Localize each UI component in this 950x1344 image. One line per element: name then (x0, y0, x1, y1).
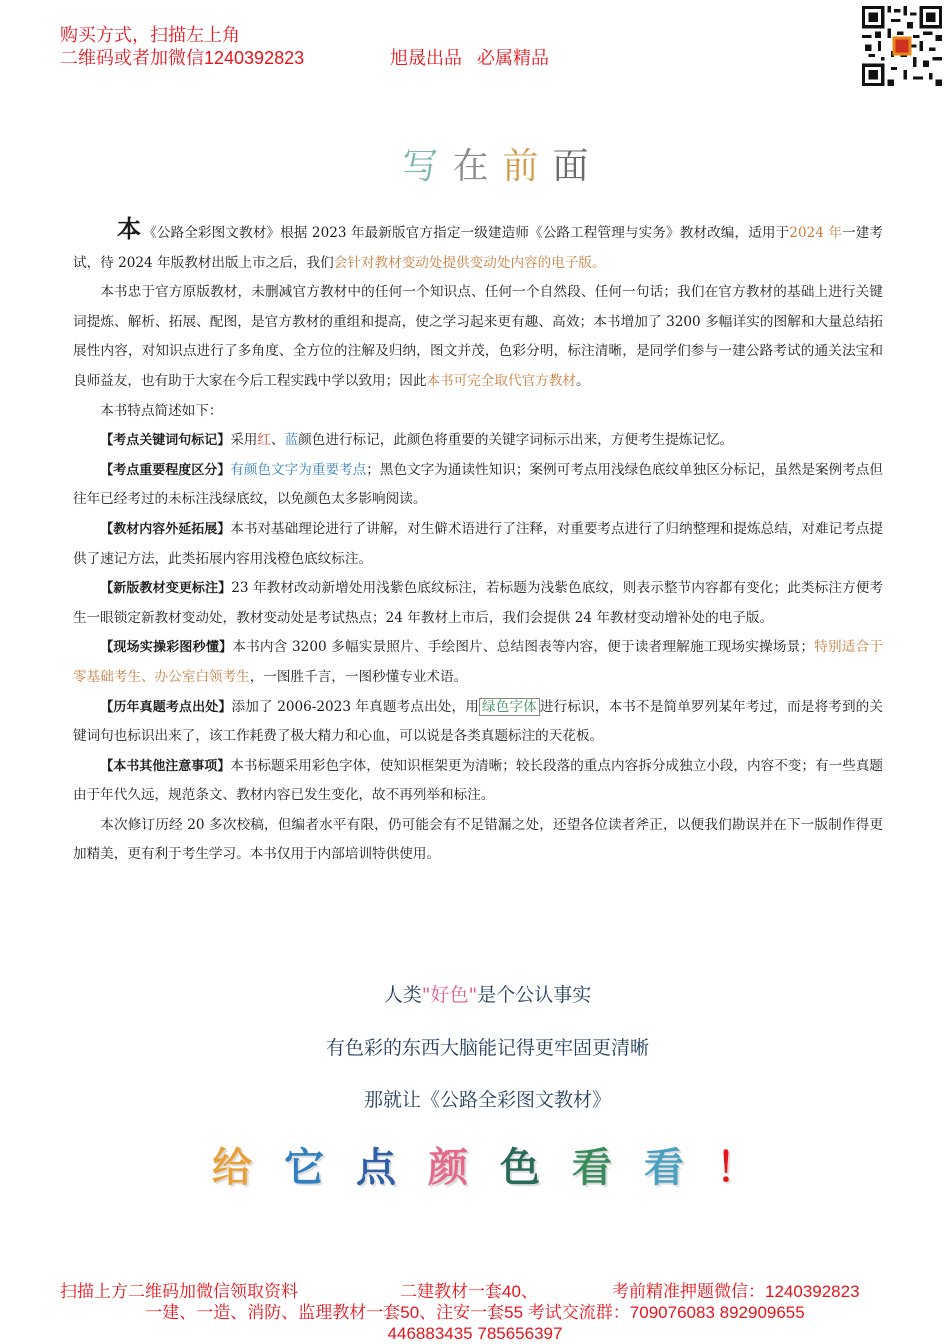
qr-code[interactable] (862, 6, 942, 86)
footer-groups: 一建、一造、消防、监理教材一套50、注安一套55 考试交流群：709076083 892909655 (145, 1303, 805, 1322)
page-title (0, 138, 950, 189)
feature-1-rest: 颜色进行标记，此颜色将重要的关键字词标示出来，方便考生提炼记忆。 (298, 432, 734, 449)
title-char-1: 写 (402, 146, 453, 187)
red-word: 红 (257, 432, 271, 449)
brand-tagline: 旭晟出品 必属精品 (390, 48, 550, 68)
features-intro: 本书特点简述如下： (100, 402, 223, 419)
feature-3-text: 本书对基础理论进行了讲解，对生僻术语进行了注释，对重要考点进行了归纳整理和提炼总结，对难记考点提供了速记方法，此类拓展内容用浅橙色底纹标注。 (73, 520, 883, 567)
slogan-1a: 人类 (383, 984, 422, 1006)
closing-paragraph: 本次修订历经 20 多次校稿，但编者水平有限，仍可能会有不足错漏之处，还望各位读者斧正，以便我们勘误并在下一版制作得更加精美，更有利于考生学习。本书仅用于内部培训特供使用。 (73, 816, 883, 863)
feature-2-text: ；黑色文字为通读性知识；案例可考点用浅绿色底纹单独区分标记，虽然是案例考点但往年已经考过的未标注浅绿底纹，以免颜色太多影响阅读。 (73, 461, 884, 508)
intro-text-cont: 一建考试，待 2024 年版教材出版上市之后，我们 (73, 225, 884, 271)
slogan-3: 那就让《公路全彩图文教材》 (363, 1089, 611, 1111)
title-char-3: 前 (502, 146, 553, 187)
big-char-1: 给 (212, 1145, 284, 1191)
green-font-sample: 绿色字体 (479, 698, 540, 716)
purchase-info-line2: 二维码或者加微信1240392823 (60, 48, 305, 68)
big-char-4: 颜 (428, 1145, 500, 1191)
slogan-line-3 (0, 1085, 950, 1112)
feature-5-colored: 特别适合于零基础考生、办公室白领考生 (73, 639, 884, 685)
intro-paragraph-2 (73, 278, 883, 396)
feature-1-title: 【考点关键词句标记】 (100, 433, 231, 449)
feature-1-sep: 、 (270, 432, 285, 449)
big-char-3: 点 (356, 1145, 428, 1191)
feature-6 (73, 693, 883, 752)
feature-1 (73, 426, 883, 456)
feature-3-title: 【教材内容外延拓展】 (100, 521, 231, 537)
update-promise: 会针对教材变动处提供变动处内容的电子版。 (333, 254, 606, 271)
feature-4-text: 23 年教材改动新增处用浅紫色底纹标注，若标题为浅紫色底纹，则表示整节内容都有变化；此类标注方便考生一眼锁定新教材变动处，教材变动处是考试热点；24 年教材上市后，我们会提供 24 年教材变动增补处的电子版。 (73, 580, 883, 626)
title-char-4: 面 (552, 146, 603, 187)
footer-price-2: 二建教材一套40、 (400, 1282, 538, 1301)
feature-7-text: 本书标题采用彩色字体，使知识框架更为清晰；较长段落的重点内容拆分成独立小段，内容不变；有一些真题由于年代久远，规范条文、教材内容已发生变化，故不再列举和标注。 (73, 757, 883, 804)
feature-4-title: 【新版教材变更标注】 (100, 581, 232, 597)
footer-wechat: 考前精准押题微信：1240392823 (612, 1282, 860, 1301)
blue-word: 蓝 (284, 432, 299, 449)
big-colorful-slogan (0, 1136, 950, 1193)
feature-7 (73, 752, 883, 811)
intro-p2-end: 。 (575, 372, 590, 389)
feature-5-text: 本书内含 3200 多幅实景照片、手绘图片、总结图表等内容，便于读者理解施工现场实操场景； (232, 639, 814, 656)
slogan-1c: 是个公认事实 (477, 984, 592, 1006)
big-char-5: 色 (500, 1145, 572, 1191)
dropcap: 本 (117, 214, 142, 243)
intro-p2-text: 本书忠于官方原版教材，未删减官方教材中的任何一个知识点、任何一个自然段、任何一句话；我们在官方教材的基础上进行关键词提炼、解析、拓展、配图，是官方教材的重组和提高，使之学习起来更有趣、高效；本书增加了 3200 多幅详实的图解和大量总结拓展性内容，对知识点进行了多角度、全方位的注解及归纳，图文并茂，色彩分明，标注清晰，是同学们参与一建公路考试的通关法宝和良师益友，也有助于大家在今后工程实践中学以致用；因此 (73, 284, 883, 389)
footer-line-3 (0, 1324, 950, 1344)
big-char-6: 看 (572, 1145, 644, 1191)
feature-7-title: 【本书其他注意事项】 (100, 758, 231, 774)
feature-3 (73, 515, 883, 574)
slogan-line-1 (0, 980, 950, 1007)
title-char-2: 在 (452, 146, 503, 187)
feature-6-text: 添加了 2006-2023 年真题考点出处，用 (231, 698, 479, 715)
intro-paragraph-1 (73, 214, 883, 278)
slogan-1b: "好色" (421, 984, 478, 1006)
feature-4 (73, 574, 883, 633)
feature-2 (73, 456, 883, 515)
feature-6-rest: 进行标识，本书不是简单罗列某年考过，而是将考到的关键词句也标识出来了，该工作耗费了极大精力和心血，可以说是各类真题标注的天花板。 (73, 698, 884, 745)
footer-groups-2: 446883435 785656397 (387, 1324, 563, 1343)
feature-2-title: 【考点重要程度区分】 (100, 462, 231, 478)
slogan-line-2: 有色彩的东西大脑能记得更牢固更清晰 (325, 1037, 649, 1059)
feature-2-colored: 有颜色文字为重要考点 (230, 461, 367, 478)
big-char-8: ！ (716, 1145, 788, 1191)
big-char-7: 看 (644, 1145, 716, 1191)
replace-claim: 本书可完全取代官方教材 (426, 372, 576, 389)
feature-6-title: 【历年真题考点出处】 (100, 699, 232, 715)
footer-scan-text: 扫描上方二维码加微信领取资料 (60, 1282, 298, 1301)
intro-text: 《公路全彩图文教材》根据 2023 年最新版官方指定一级建造师《公路工程管理与实务》教材改编，适用于 (143, 225, 790, 241)
purchase-info-line1: 购买方式，扫描左上角 (60, 25, 240, 45)
feature-1-text: 采用 (230, 432, 258, 449)
feature-5 (73, 633, 883, 692)
preface-body (73, 214, 883, 870)
big-char-2: 它 (284, 1145, 356, 1191)
footer-line-2 (0, 1303, 950, 1323)
feature-5-rest: ，一图胜千言，一图秒懂专业术语。 (249, 668, 468, 685)
feature-5-title: 【现场实操彩图秒懂】 (100, 640, 233, 656)
exam-year: 2024 年 (789, 225, 843, 241)
